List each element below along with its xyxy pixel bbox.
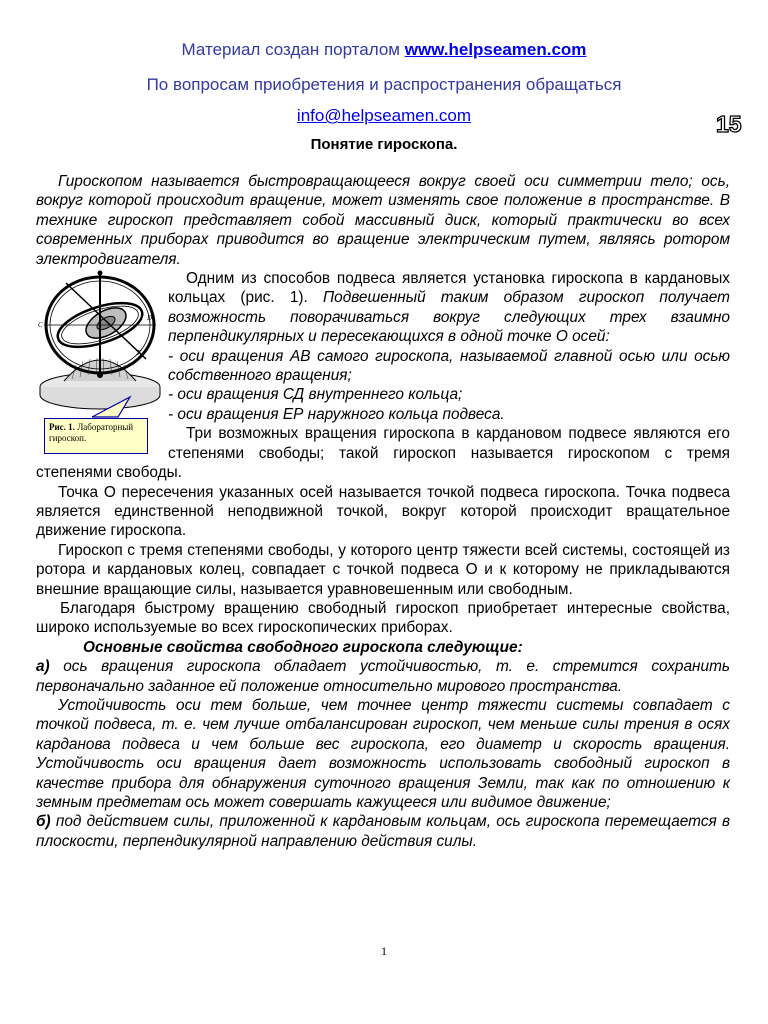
- paragraph-stability: Устойчивость оси тем больше, чем точнее центр тяжести системы совпадает с точкой подвеса, т. е. чем лучше отбалансирован гироскоп, чем меньше силы трения в осях карданова подвеса и чем больше вес гироскопа, его диаметр и скорость вращения. Устойчивость оси вращения дает возможность использовать свободный гироскоп в качестве прибора для обнаружения суточного вращения Земли, так как по отношению к земным предметам ось может совершать кажущееся или видимое движение;: [36, 696, 730, 811]
- paragraph-definition: Гироскопом называется быстровращающееся вокруг своей оси симметрии тело; ось, вокруг которой происходит вращение, может изменять свое положение в пространстве. В технике гироскоп представляет собой массивный диск, который практически во всех современных приборах приводится во вращение электрическим путем, являясь ротором электродвигателя.: [36, 173, 730, 268]
- caption-text: Лабораторный гироскоп.: [49, 422, 134, 444]
- property-a-label: а): [36, 658, 50, 676]
- page-title: Понятие гироскопа.: [310, 136, 458, 153]
- gyroscope-illustration: [36, 269, 168, 419]
- document-body: [36, 172, 730, 851]
- section-heading: Основные свойства свободного гироскопа следующие:: [83, 638, 523, 656]
- property-b: [36, 812, 730, 851]
- paragraph-properties-intro: Благодаря быстрому вращению свободный гироскоп приобретает интересные свойства, широко используемые во всех гироскопических приборах.: [36, 599, 730, 637]
- svg-text:D: D: [147, 314, 153, 323]
- paragraph-suspension-point: Точка О пересечения указанных осей называется точкой подвеса гироскопа. Точка подвеса является единственной неподвижной точкой, вокруг которой происходит вращательное движение гироскопа.: [36, 483, 730, 540]
- suspension-text: Одним из способов подвеса является установка гироскопа в кардановых кольцах (рис. 1).: [168, 270, 730, 307]
- axis-item-ab: - оси вращения АВ самого гироскопа, называемой главной осью или осью собственного вращения;: [168, 347, 730, 385]
- axis-item-ep: - оси вращения ЕР наружного кольца подвеса.: [168, 405, 505, 423]
- page-number: 1: [381, 944, 387, 958]
- header-line-2: По вопросам приобретения и распространения обращаться: [146, 75, 622, 94]
- property-a-text: ось вращения гироскопа обладает устойчивостью, т. е. стремится сохранить первоначально заданное ей положение относительно мирового пространства.: [36, 658, 730, 695]
- suspension-italic: Подвешенный таким образом гироскоп получает возможность поворачиваться вокруг следующих трех взаимно перпендикулярных и пересекающихся в одной точке О осей:: [168, 289, 730, 346]
- svg-text:C: C: [38, 321, 43, 330]
- header-line-3: [0, 106, 768, 126]
- caption-label: Рис. 1.: [49, 422, 75, 433]
- paragraph-free-gyroscope: Гироскоп с тремя степенями свободы, у которого центр тяжести всей системы, состоящей из ротора и кардановых колец, совпадает с точкой подвеса О и к которому не прикладываются внешние вращающие силы, называется уравновешенным или свободным.: [36, 541, 730, 598]
- website-link[interactable]: www.helpseamen.com: [404, 40, 587, 59]
- gyroscope-figure: [36, 269, 168, 461]
- svg-text:F: F: [137, 349, 142, 358]
- corner-number: 15: [716, 111, 742, 137]
- email-link[interactable]: info@helpseamen.com: [296, 106, 472, 125]
- property-a: [36, 657, 730, 696]
- axis-item-cd: - оси вращения СД внутреннего кольца;: [168, 386, 463, 404]
- figure-caption: [44, 418, 148, 454]
- property-b-label: б): [36, 813, 51, 831]
- header-line-1: [0, 40, 768, 60]
- header-prefix: Материал создан порталом: [181, 40, 405, 59]
- paragraph-degrees-of-freedom: Три возможных вращения гироскопа в кардановом подвесе являются его степенями свободы; такой гироскоп называется гироскопом с тремя степенями свободы.: [36, 425, 730, 482]
- property-b-text: под действием силы, приложенной к кардановым кольцам, ось гироскопа перемещается в плоскости, перпендикулярной направлению действия силы.: [36, 813, 730, 850]
